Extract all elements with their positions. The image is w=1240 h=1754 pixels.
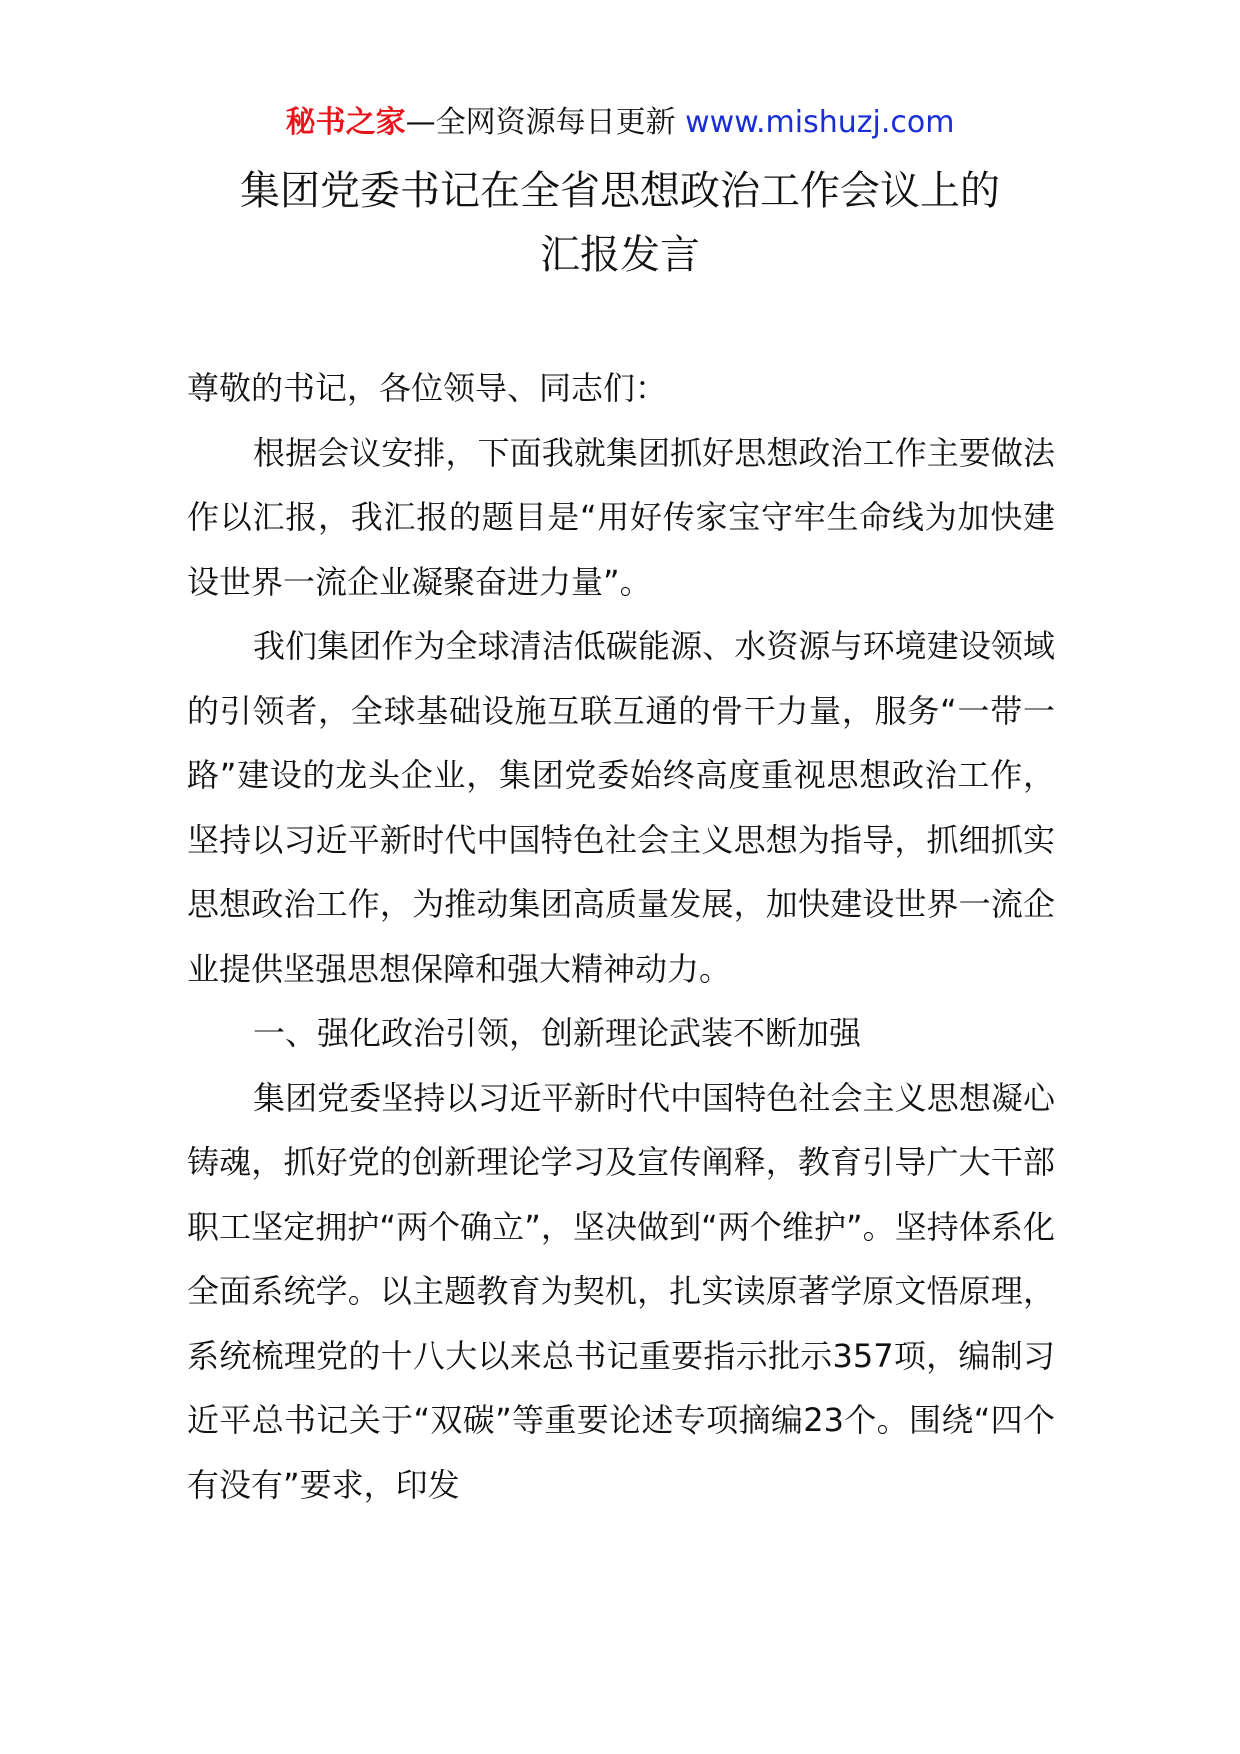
salutation: 尊敬的书记，各位领导、同志们： [187,369,668,407]
body-paragraph-1: 根据会议安排，下面我就集团抓好思想政治工作主要做法作以汇报，我汇报的题目是“用好传家宝守牢生命线为加快建设世界一流企业凝聚奋进力量”。 [187,433,1055,601]
body-paragraph-2: 我们集团作为全球清洁低碳能源、水资源与环境建设领域的引领者，全球基础设施互联互通的骨干力量，服务“一带一路”建设的龙头企业，集团党委始终高度重视思想政治工作，坚持以习近平新时代中国特色社会主义思想为指导，抓细抓实思想政治工作，为推动集团高质量发展，加快建设世界一流企业提供坚强思想保障和强大精神动力。 [187,627,1055,988]
document-body [187,356,1055,1517]
document-title-line-2: 汇报发言 [540,232,700,278]
document-title-line-1: 集团党委书记在全省思想政治工作会议上的 [240,168,1000,214]
header-tagline: —全网资源每日更新 [405,105,676,140]
section-1-heading: 一、强化政治引领，创新理论武装不断加强 [253,1014,862,1052]
section-1-paragraph: 集团党委坚持以习近平新时代中国特色社会主义思想凝心铸魂，抓好党的创新理论学习及宣传阐释，教育引导广大干部职工坚定拥护“两个确立”，坚决做到“两个维护”。坚持体系化全面系统学。以主题教育为契机，扎实读原著学原文悟原理，系统梳理党的十八大以来总书记重要指示批示357项，编制习近平总书记关于“双碳”等重要论述专项摘编23个。围绕“四个有没有”要求，印发 [187,1078,1055,1504]
brand-name: 秘书之家 [285,105,406,140]
site-url-link[interactable]: www.mishuzj.com [685,105,955,140]
site-header [0,103,1240,143]
